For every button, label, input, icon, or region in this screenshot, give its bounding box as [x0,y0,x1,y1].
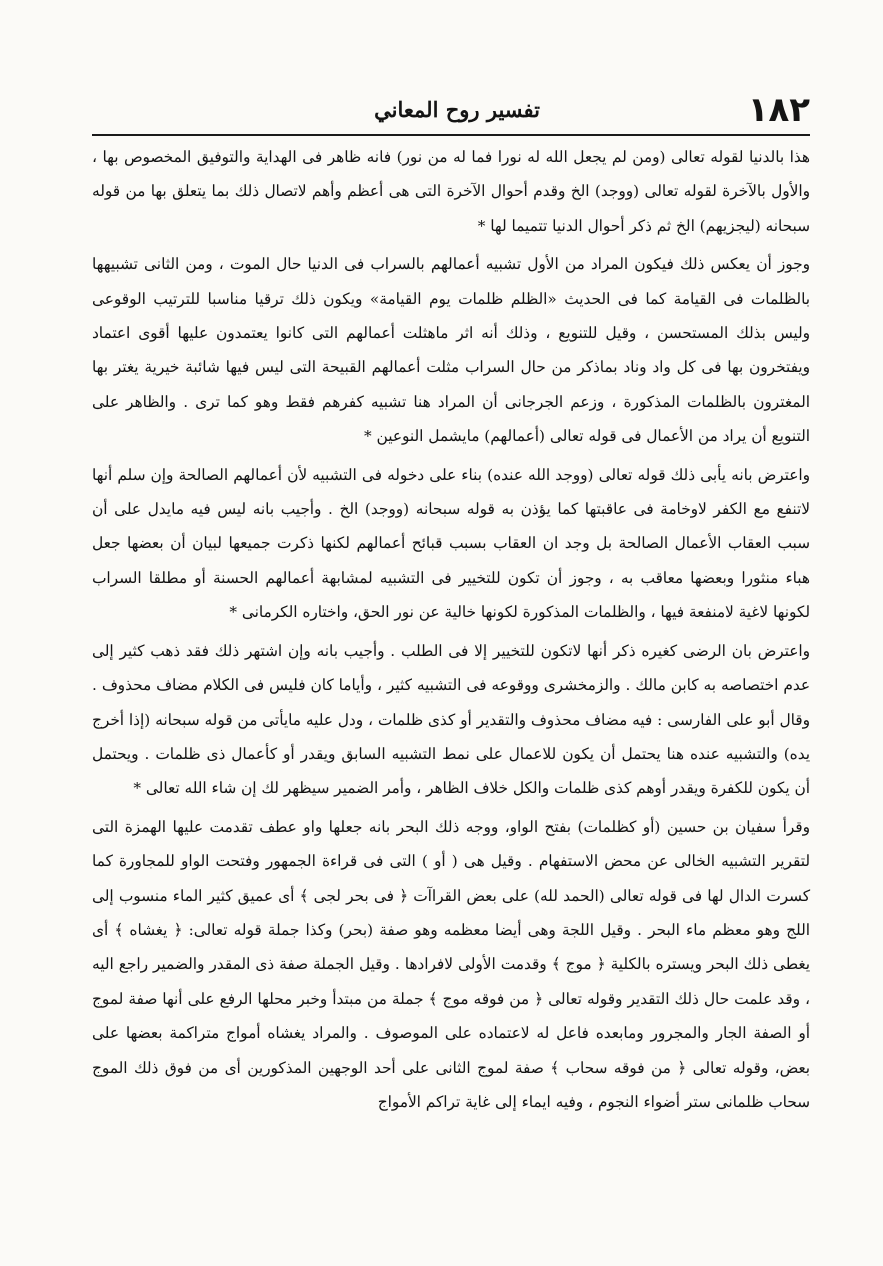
paragraph-1: هذا بالدنيا لقوله تعالى (ومن لم يجعل الله له نورا فما له من نور) فانه ظاهر فى الهداية والتوفيق المخصوص بها ، والأول بالآخرة لقوله تعالى (ووجد) الخ وقدم أحوال الآخرة التى هى أعظم وأهم لاتصال ذلك بما يتعلق بها من قوله سبحانه (ليجزيهم) الخ ثم ذكر أحوال الدنيا تتميما لها * [92,148,810,235]
paragraph-3: واعترض بانه يأبى ذلك قوله تعالى (ووجد الله عنده) بناء على دخوله فى التشبيه لأن أعمالهم الصالحة وإن سلم أنها لاتنفع مع الكفر لاوخامة فى عاقبتها كما يؤذن به قوله سبحانه (ووجد) الخ . وأجيب بانه ليس فيه مايدل على أن سبب العقاب الأعمال الصالحة بل وجد ان العقاب بسبب قبائح أعمالهم لكنها ذكرت جميعها لبيان أن بعضها جعل هباء منثورا وبعضها معاقب به ، وجوز أن تكون للتخيير فى التشبيه لمشابهة أعمالهم الحسنة أو مطلقا السراب لكونها لاغية لامنفعة فيها ، والظلمات المذكورة لكونها خالية عن نور الحق، واختاره الكرمانى * [92,465,810,622]
header-rule [92,134,810,136]
paragraph-2: وجوز أن يعكس ذلك فيكون المراد من الأول تشبيه أعمالهم بالسراب فى الدنيا حال الموت ، ومن الثانى تشبيهها بالظلمات فى القيامة كما فى الحديث «الظلم ظلمات يوم القيامة» ويكون ذلك ترقيا مناسبا للترتيب الوقوعى وليس بذلك المستحسن ، وقيل للتنويع ، وذلك أنه اثر ماهثلت أعمالهم التى كانوا يعتمدون عليها أقوى اعتماد ويفتخرون بها فى كل واد وناد بماذكر من حال السراب مثلت أعمالهم القبيحة التى ليس فيها شائبة خيرية يغتر بها المغترون بالظلمات المذكورة ، وزعم الجرجانى أن المراد هنا تشبيه كفرهم فقط وهو كما ترى . والظاهر على التنويع أن يراد من الأعمال فى قوله تعالى (أعمالهم) مايشمل النوعين * [92,255,810,446]
running-title: تفسير روح المعاني [374,97,540,122]
page-number: ١٨٢ [747,90,810,130]
body-text [92,140,810,1119]
paragraph-4: واعترض بان الرضى كغيره ذكر أنها لاتكون للتخيير إلا فى الطلب . وأجيب بانه وإن اشتهر ذلك فقد ذهب كثير إلى عدم اختصاصه به كابن مالك . والزمخشرى ووقوعه فى التشبيه كثير ، وأياما كان فليس فى الكلام مضاف محذوف . وقال أبو على الفارسى : فيه مضاف محذوف والتقدير أو كذى ظلمات ، ودل عليه مايأتى من قوله سبحانه (إذا أخرج يده) والتشبيه عنده هنا يحتمل أن يكون للاعمال على نمط التشبيه السابق ويقدر أو كأعمال ذى ظلمات . ويحتمل أن يكون للكفرة ويقدر أوهم كذى ظلمات والكل خلاف الظاهر ، وأمر الضمير سيظهر لك إن شاء الله تعالى * [92,641,810,798]
paragraph-5: وقرأ سفيان بن حسين (أو كظلمات) بفتح الواو، ووجه ذلك البحر بانه جعلها واو عطف تقدمت عليها الهمزة التى لتقرير التشبيه الخالى عن محض الاستفهام . وقيل هى ( أو ) التى فى قراءة الجمهور وفتحت الواو للمجاورة كما كسرت الدال لها فى قوله تعالى (الحمد لله) على بعض القراآت ﴿ فى بحر لجى ﴾ أى عميق كثير الماء منسوب إلى اللج وهو معظم ماء البحر . وقيل اللجة وهى أيضا معظمه وهو صفة (بحر) وكذا جملة قوله تعالى: ﴿ يغشاه ﴾ أى يغطى ذلك البحر ويستره بالكلية ﴿ موج ﴾ وقدمت الأولى لافرادها . وقيل الجملة صفة ذى المقدر والضمير راجع اليه ، وقد علمت حال ذلك التقدير وقوله تعالى ﴿ من فوقه موج ﴾ جملة من مبتدأ وخبر محلها الرفع على أنها صفة لموج أو الصفة الجار والمجرور ومابعده فاعل له لاعتماده على الموصوف . والمراد يغشاه أمواج متراكمة بعضها على بعض، وقوله تعالى ﴿ من فوقه سحاب ﴾ صفة لموج الثانى على أحد الوجهين المذكورين أى من فوق ذلك الموج سحاب ظلمانى ستر أضواء النجوم ، وفيه ايماء إلى غاية تراكم الأمواج [92,817,810,1111]
page-header [92,88,810,132]
